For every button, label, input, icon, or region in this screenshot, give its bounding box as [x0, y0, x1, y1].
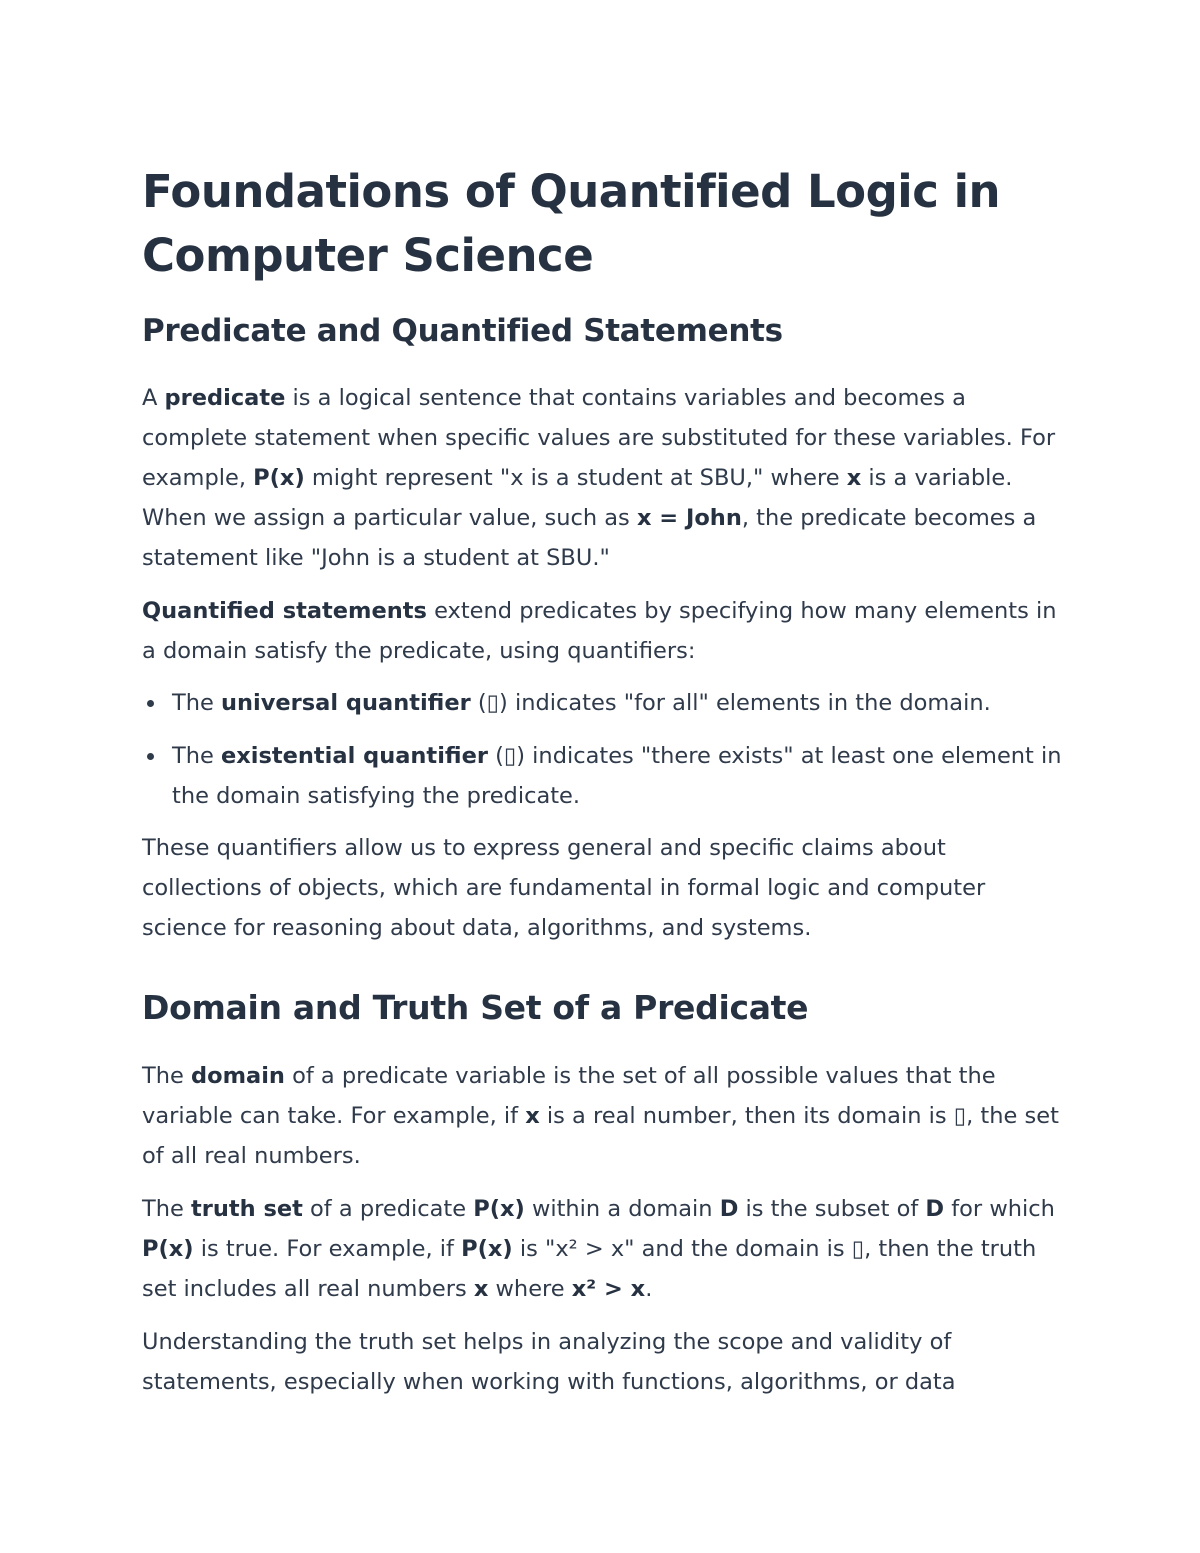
document-title: Foundations of Quantified Logic in Computer Science	[142, 165, 1001, 282]
section-heading-predicates: Predicate and Quantified Statements	[142, 313, 783, 349]
paragraph-truth-set-importance: Understanding the truth set helps in analyzing the scope and validity of statements, especially when working with functions, algorithms, or data	[142, 1329, 956, 1395]
paragraph-predicate-definition: A predicate is a logical sentence that contains variables and becomes a complete statement when specific values are substituted for these variables. For example, P(x) might represent "x is a student at SBU," where x is a variable. When we assign a particular value, such as x = John, the predicate becomes a statement like "John is a student at SBU."	[142, 385, 1056, 571]
bullet-icon	[147, 753, 154, 760]
bullet-icon	[147, 700, 154, 707]
paragraph-quantifiers-summary: These quantifiers allow us to express general and specific claims about collections of objects, which are fundamental in formal logic and computer science for reasoning about data, algorithms, and systems.	[142, 835, 986, 941]
paragraph-truth-set-definition: The truth set of a predicate P(x) within a domain D is the subset of D for which P(x) is true. For example, if P(x) is "x² > x" and the domain is ▯, then the truth set includes all real numbers x where x² > x.	[142, 1196, 1055, 1302]
section-heading-domain-truth-set: Domain and Truth Set of a Predicate	[142, 988, 809, 1027]
document-page	[142, 160, 1062, 1402]
list-item-existential: The existential quantifier (▯) indicates "there exists" at least one element in the domain satisfying the predicate.	[172, 736, 1062, 816]
quantifier-list	[142, 683, 1062, 816]
list-item-universal: The universal quantifier (▯) indicates "for all" elements in the domain.	[172, 683, 1062, 723]
paragraph-quantified-statements: Quantified statements extend predicates by specifying how many elements in a domain satisfy the predicate, using quantifiers:	[142, 598, 1057, 664]
paragraph-domain-definition: The domain of a predicate variable is the set of all possible values that the variable can take. For example, if x is a real number, then its domain is ▯, the set of all real numbers.	[142, 1063, 1059, 1169]
